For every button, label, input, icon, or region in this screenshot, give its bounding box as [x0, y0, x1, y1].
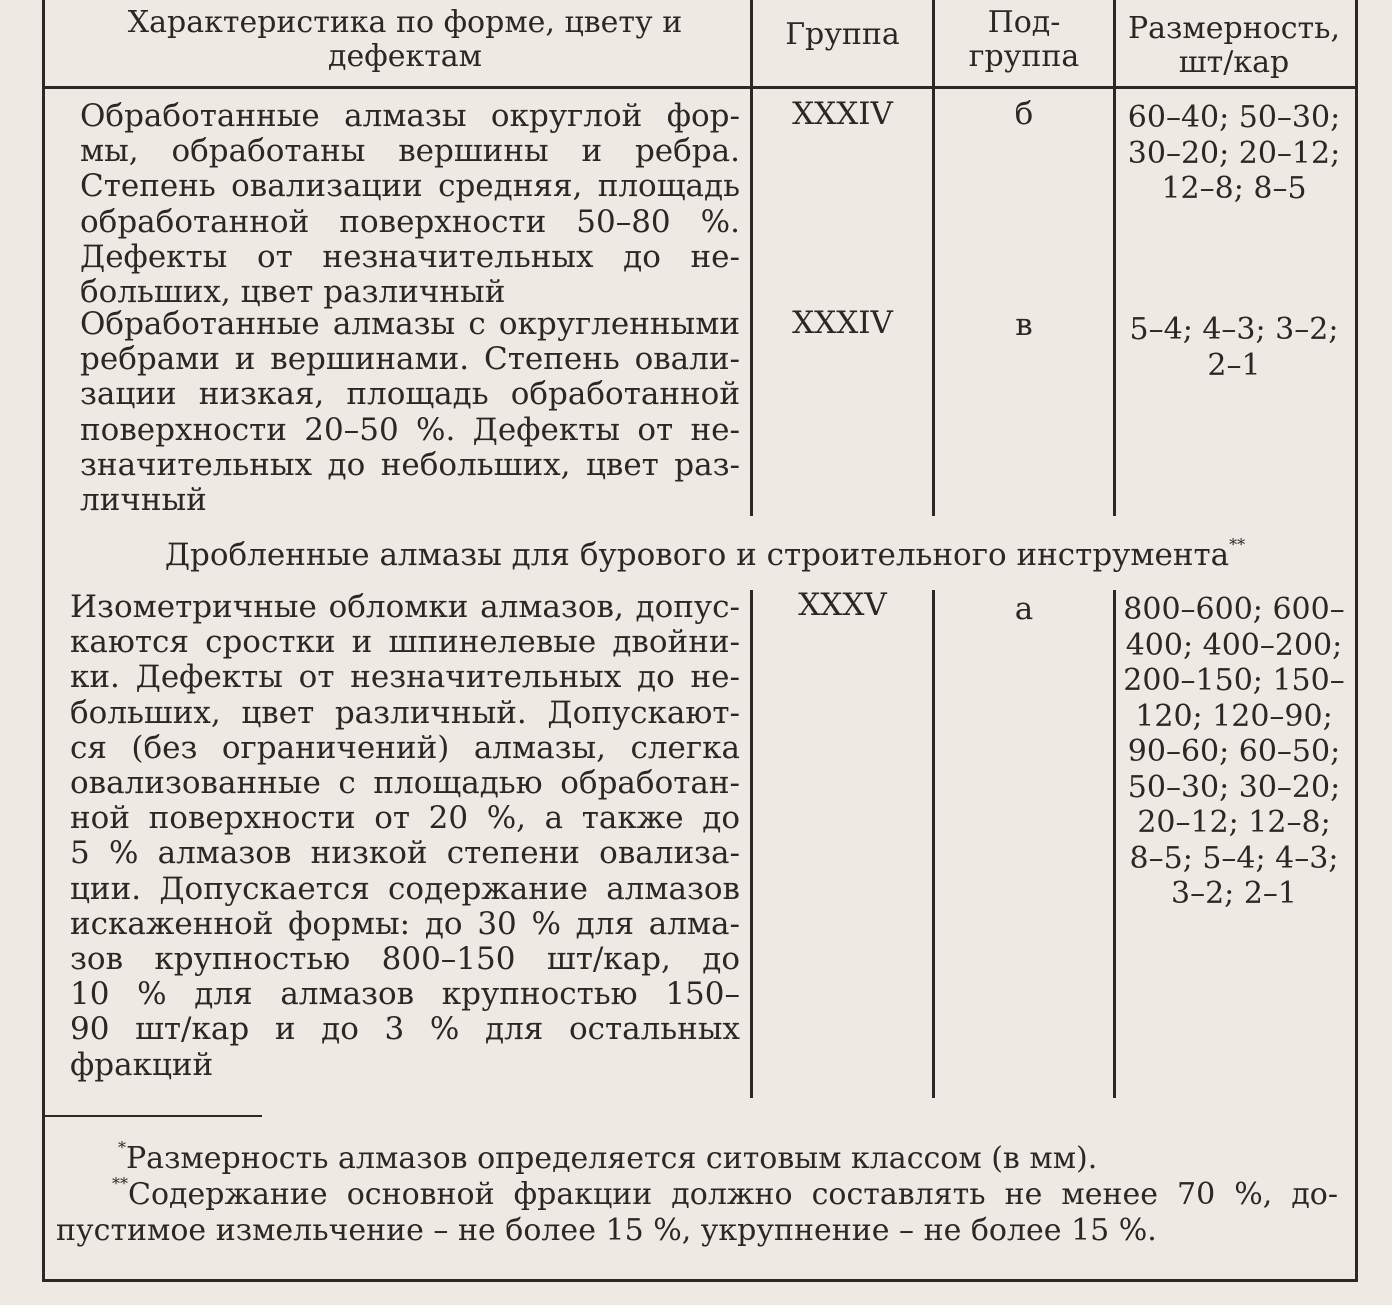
row1-subgroup: б — [1014, 96, 1034, 132]
row3-desc-line: ся (без ограничений) алмазы, слегка — [70, 729, 740, 766]
row3-size-line: 3–2; 2–1 — [1171, 876, 1297, 911]
row2-size-line: 5–4; 4–3; 3–2; — [1129, 312, 1339, 347]
row3-desc-line: каются сростки и шпинелевые двойни- — [70, 624, 740, 661]
row3-desc-line: искаженной формы: до 30 % для алма- — [70, 905, 740, 942]
section-title — [60, 535, 1350, 573]
row3-desc-line: овализованные с площадью обработан- — [70, 765, 740, 802]
row2-sizes — [1116, 312, 1352, 383]
row1-desc-line: обработанной поверхности 50–80 %. — [80, 203, 740, 240]
row2-desc-line: личный — [80, 482, 207, 519]
row1-size-line: 12–8; 8–5 — [1161, 171, 1307, 206]
row1-group: XXXIV — [792, 96, 893, 132]
row3-size-line: 120; 120–90; — [1135, 698, 1333, 734]
footnote-1-mark: * — [118, 1138, 126, 1157]
row2-desc-line: Обработанные алмазы с округленными — [80, 306, 740, 342]
row3-desc-line: больших, цвет различный. Допускают- — [70, 694, 740, 731]
row1-desc-line: Обработанные алмазы округлой фор- — [80, 98, 740, 134]
footnote-2-line1 — [56, 1174, 1338, 1213]
footnote-rule — [44, 1115, 262, 1117]
row3-size-line: 400; 400–200; — [1125, 627, 1343, 663]
row1-description — [80, 99, 740, 310]
row1-desc-line: мы, обработаны вершины и ребра. — [80, 133, 740, 170]
row1-size-line: 60–40; 50–30; — [1127, 100, 1341, 135]
row3-sizes — [1116, 592, 1352, 912]
row3-desc-line: зов крупностью 800–150 шт/кар, до — [70, 941, 740, 978]
row3-size-line: 800–600; 600– — [1123, 592, 1345, 627]
row3-size-line: 8–5; 5–4; 4–3; — [1129, 840, 1339, 876]
row3-size-line: 90–60; 60–50; — [1127, 734, 1341, 769]
body-divider-1b — [750, 590, 753, 1098]
row3-desc-line: 10 % для алмазов крупностью 150– — [70, 976, 740, 1013]
footnote-2-text1: Содержание основной фракции должно составлять не менее 70 %, до- — [128, 1177, 1338, 1212]
header-subgroup-line1: Под- — [987, 5, 1061, 40]
section-title-mark: ** — [1229, 535, 1246, 554]
header-size-line1: Размерность, — [1127, 11, 1341, 46]
footnote-2-line2: пустимое измельчение – не более 15 %, укрупнение – не более 15 %. — [56, 1213, 1157, 1248]
row3-size-line: 200–150; 150– — [1123, 663, 1345, 698]
footnote-2-mark: ** — [112, 1174, 128, 1193]
row1-sizes — [1116, 100, 1352, 207]
section-title-text: Дробленные алмазы для бурового и строительного инструмента — [164, 537, 1230, 573]
row1-desc-line: Дефекты от незначительных до не- — [80, 238, 740, 275]
row3-desc-line: Изометричные обломки алмазов, допус- — [70, 589, 740, 625]
row2-description — [80, 307, 740, 518]
row3-desc-line: ции. Допускается содержание алмазов — [70, 870, 740, 907]
row2-desc-line: значительных до небольших, цвет раз- — [80, 446, 740, 483]
body-divider-2a — [932, 88, 935, 516]
row3-size-line: 20–12; 12–8; — [1137, 805, 1331, 840]
header-subgroup — [935, 6, 1113, 74]
row3-desc-line: 5 % алмазов низкой степени овализа- — [70, 835, 740, 872]
body-divider-2b — [932, 590, 935, 1098]
header-size-line2: шт/кар — [1178, 45, 1290, 80]
row3-desc-line: ной поверхности от 20 %, а также до — [70, 800, 740, 837]
header-subgroup-line2: группа — [968, 39, 1080, 74]
body-divider-1a — [750, 88, 753, 516]
header-separator — [42, 86, 1358, 89]
header-characteristic-line1: Характеристика по форме, цвету и — [127, 5, 683, 40]
row2-desc-line: зации низкая, площадь обработанной — [80, 376, 740, 413]
row3-subgroup: а — [1014, 591, 1034, 627]
row2-desc-line: поверхности 20–50 %. Дефекты от не- — [80, 411, 740, 448]
header-size — [1116, 12, 1352, 80]
header-group — [753, 18, 932, 52]
row2-group: XXXIV — [792, 305, 893, 341]
row3-description — [70, 590, 740, 1083]
row3-desc-line: 90 шт/кар и до 3 % для остальных — [70, 1011, 740, 1048]
header-characteristic-line2: дефектам — [327, 39, 483, 74]
footnote-2 — [56, 1174, 1338, 1249]
row3-desc-line: ки. Дефекты от незначительных до не- — [70, 659, 740, 696]
row1-size-line: 30–20; 20–12; — [1127, 135, 1341, 171]
row3-size-line: 50–30; 30–20; — [1127, 769, 1341, 805]
row1-desc-line: Степень овализации средняя, площадь — [80, 168, 740, 205]
footnote-1-text: Размерность алмазов определяется ситовым классом (в мм). — [126, 1141, 1098, 1176]
row2-desc-line: ребрами и вершинами. Степень овали- — [80, 341, 740, 378]
row3-group: XXXV — [798, 587, 887, 623]
row3-desc-line: фракций — [70, 1046, 214, 1083]
header-characteristic — [60, 6, 750, 74]
header-group-label: Группа — [785, 17, 900, 52]
row2-subgroup: в — [1015, 307, 1033, 343]
footnote-1 — [118, 1138, 1338, 1177]
row2-size-line: 2–1 — [1207, 347, 1261, 383]
row1-desc-line: больших, цвет различный — [80, 274, 506, 311]
